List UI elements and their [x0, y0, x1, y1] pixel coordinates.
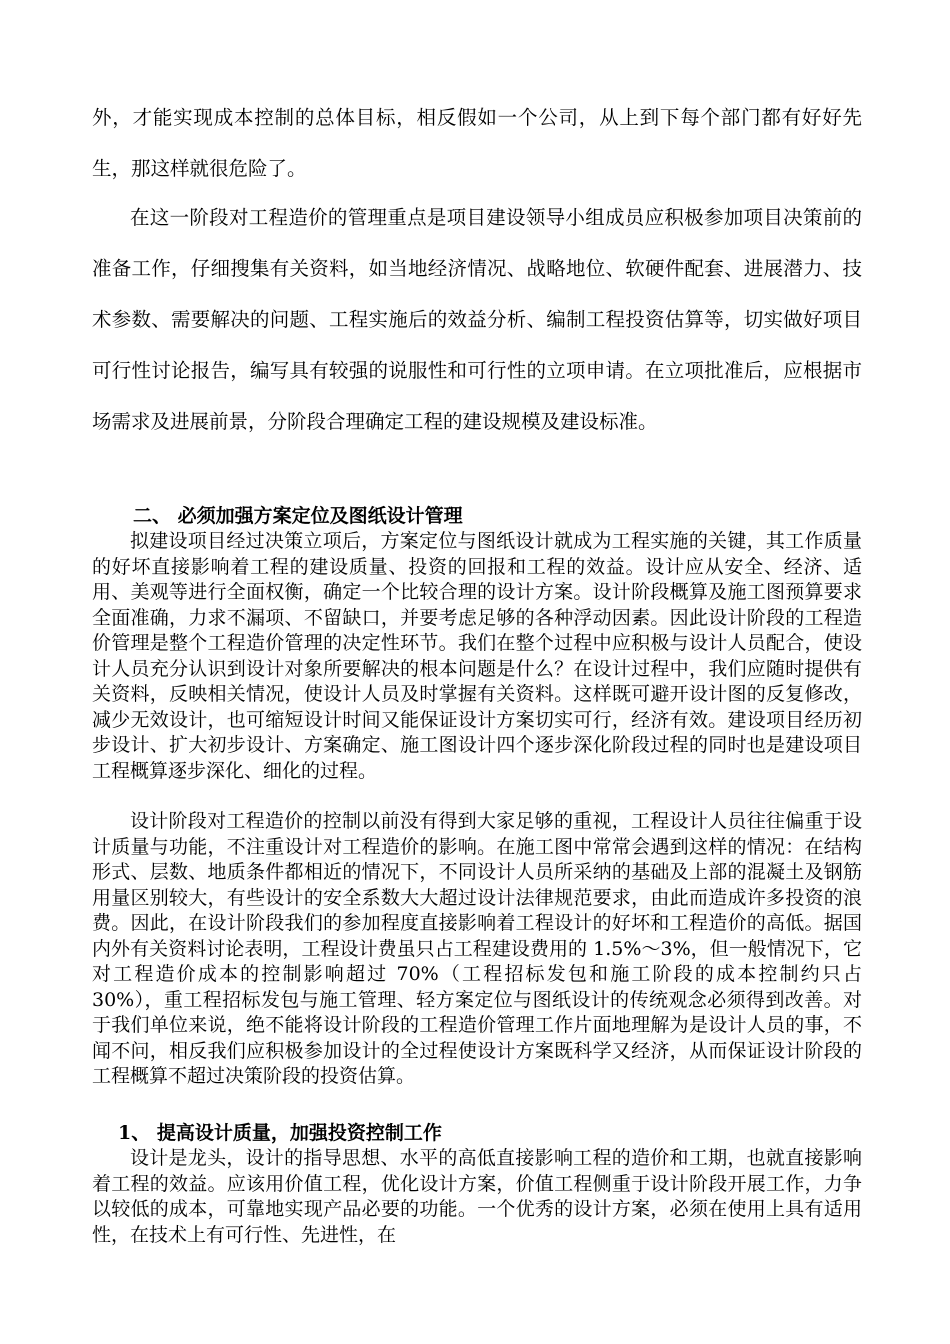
paragraph-decision-stage: 在这一阶段对工程造价的管理重点是项目建设领导小组成员应积极参加项目决策前的准备工作，仔细搜集有关资料，如当地经济情况、战略地位、软硬件配套、进展潜力、技术参数、需要解决的问题、工程实施后的效益分析、编制工程投资估算等，切实做好项目可行性讨论报告，编写具有较强的说服性和可行性的立项申请。在立项批准后，应根据市场需求及进展前景，分阶段合理确定工程的建设规模及建设标准。 — [92, 206, 862, 433]
paragraph-design-key: 拟建设项目经过决策立项后，方案定位与图纸设计就成为工程实施的关键，其工作质量的好坏直接影响着工程的建设质量、投资的回报和工程的效益。设计应从安全、经济、适用、美观等进行全面权衡，确定一个比较合理的设计方案。设计阶段概算及施工图预算要求全面准确，力求不漏项、不留缺口，并要考虑足够的各种浮动因素。因此设计阶段的工程造价管理是整个工程造价管理的决定性环节。我们在整个过程中应积极与设计人员配合，使设计人员充分认识到设计对象所要解决的根本问题是什么？在设计过程中，我们应随时提供有关资料，反映相关情况，使设计人员及时掌握有关资料。这样既可避开设计图的反复修改，减少无效设计，也可缩短设计时间又能保证设计方案切实可行，经济有效。建设项目经历初步设计、扩大初步设计、方案确定、施工图设计四个逐步深化阶段过程的同时也是建设项目工程概算逐步深化、细化的过程。 — [92, 530, 862, 782]
section-heading-2: 二、 必须加强方案定位及图纸设计管理 — [133, 505, 463, 527]
paragraph-design-quality: 设计是龙头，设计的指导思想、水平的高低直接影响工程的造价和工期，也就直接影响着工程的效益。应该用价值工程，优化设计方案，价值工程侧重于设计阶段开展工作，力争以较低的成本，可靠地实现产品必要的功能。一个优秀的设计方案，必须在使用上具有适用性，在技术上有可行性、先进性，在 — [92, 1147, 862, 1246]
paragraph-design-cost-control: 设计阶段对工程造价的控制以前没有得到大家足够的重视，工程设计人员往往偏重于设计质量与功能，不注重设计对工程造价的影响。在施工图中常常会遇到这样的情况：在结构形式、层数、地质条件都相近的情况下，不同设计人员所采纳的基础及上部的混凝土及钢筋用量区别较大，有些设计的安全系数大大超过设计法律规范要求，由此而造成许多投资的浪费。因此，在设计阶段我们的参加程度直接影响着工程设计的好坏和工程造价的高低。据国内外有关资料讨论表明，工程设计费虽只占工程建设费用的 1.5%～3%，但一般情况下，它对工程造价成本的控制影响超过 70%（工程招标发包和施工阶段的成本控制约只占 30%），重工程招标发包与施工管理、轻方案定位与图纸设计的传统观念必须得到改善。对于我们单位来说，绝不能将设计阶段的工程造价管理工作片面地理解为是设计人员的事，不闻不问，相反我们应积极参加设计的全过程使设计方案既科学又经济，从而保证设计阶段的工程概算不超过决策阶段的投资估算。 — [92, 810, 862, 1087]
subsection-heading-1: 1、 提高设计质量，加强投资控制工作 — [118, 1122, 442, 1144]
paragraph-continuation: 外，才能实现成本控制的总体目标，相反假如一个公司，从上到下每个部门都有好好先生，那这样就很危险了。 — [92, 106, 862, 180]
